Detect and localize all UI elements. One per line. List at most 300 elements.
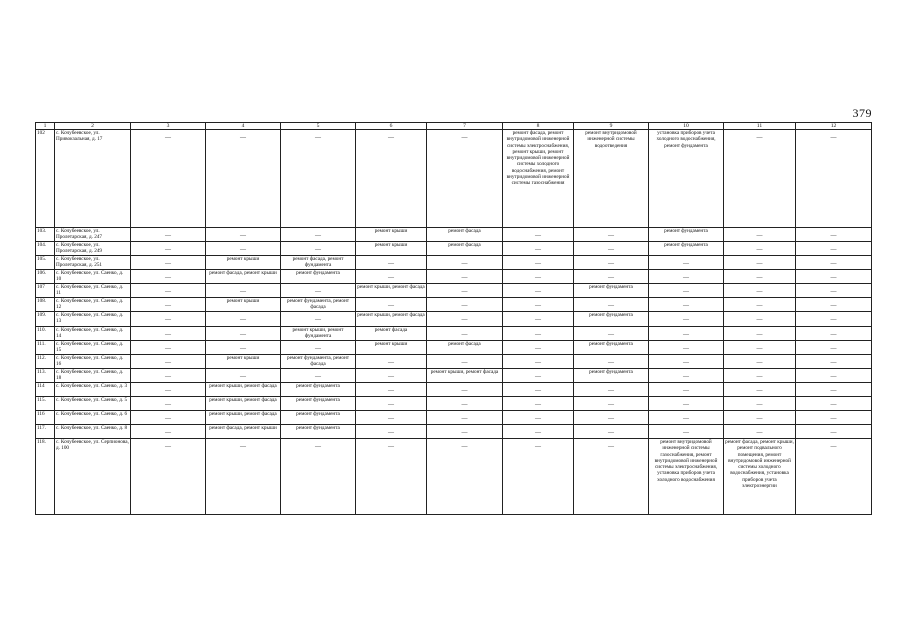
repair-work-cell: ремонт фундамента [574, 312, 649, 327]
dash-mark: — [165, 444, 171, 450]
row-number: 111. [36, 341, 55, 355]
dash-mark: — [535, 388, 541, 394]
dash-mark: — [165, 430, 171, 436]
dash-mark: — [830, 402, 837, 408]
table-row [36, 439, 872, 515]
empty-cell [281, 312, 356, 327]
empty-cell [724, 270, 796, 284]
empty-cell [281, 284, 356, 298]
dash-mark: — [535, 317, 541, 323]
dash-mark: — [756, 360, 763, 366]
row-number: 103. [36, 228, 55, 242]
dash-mark: — [240, 233, 246, 239]
empty-cell [356, 130, 427, 228]
dash-mark: — [608, 444, 614, 450]
table-row [36, 355, 872, 369]
dash-mark: — [461, 388, 468, 394]
dash-mark: — [535, 332, 541, 338]
address-cell: с. Кочубеевское, ул. Саенко, д. 10 [55, 270, 131, 284]
row-number: 110. [36, 327, 55, 341]
repair-work-cell: ремонт внутридомовой инженерной системы водоотведения [574, 130, 649, 228]
repair-work-cell: ремонт фундамента [281, 270, 356, 284]
dash-mark: — [315, 317, 321, 323]
empty-cell [574, 425, 649, 439]
dash-mark: — [461, 289, 468, 295]
table-row [36, 425, 872, 439]
dash-mark: — [461, 317, 468, 323]
dash-mark: — [608, 430, 614, 436]
empty-cell [649, 355, 724, 369]
empty-cell [724, 411, 796, 425]
table-row [36, 397, 872, 411]
dash-mark: — [240, 346, 246, 352]
empty-cell [649, 341, 724, 355]
dash-mark: — [608, 303, 614, 309]
empty-cell [131, 228, 206, 242]
empty-cell [574, 355, 649, 369]
address-cell: с. Кочубеевское, ул. Саенко, д. 3 [55, 383, 131, 397]
dash-mark: — [683, 416, 689, 422]
dash-mark: — [535, 303, 541, 309]
empty-cell [649, 256, 724, 270]
empty-cell [281, 341, 356, 355]
empty-cell [503, 242, 574, 256]
dash-mark: — [830, 388, 837, 394]
empty-cell [281, 242, 356, 256]
repair-work-cell: ремонт фасада, ремонт фундамента [281, 256, 356, 270]
column-header: 1 [36, 123, 55, 130]
empty-cell [206, 284, 281, 298]
dash-mark: — [830, 233, 837, 239]
dash-mark: — [461, 275, 468, 281]
empty-cell [503, 327, 574, 341]
dash-mark: — [535, 261, 541, 267]
empty-cell [206, 439, 281, 515]
dash-mark: — [165, 247, 171, 253]
repair-work-cell: ремонт фасада [427, 242, 503, 256]
empty-cell [356, 425, 427, 439]
table-row [36, 383, 872, 397]
empty-cell [206, 130, 281, 228]
table-row [36, 130, 872, 228]
dash-mark: — [683, 360, 689, 366]
row-number: 114 [36, 383, 55, 397]
dash-mark: — [756, 135, 763, 141]
dash-mark: — [756, 317, 763, 323]
dash-mark: — [461, 332, 468, 338]
empty-cell [796, 298, 872, 312]
dash-mark: — [535, 416, 541, 422]
repair-work-cell: ремонт крыши, ремонт фасада [356, 284, 427, 298]
empty-cell [356, 369, 427, 383]
repair-work-cell: ремонт фасада, ремонт крыши, ремонт подвального помещения, ремонт внутридомовой инженерной системы холодного водоснабжения, установка приборов учета электроэнергии [724, 439, 796, 515]
dash-mark: — [535, 444, 541, 450]
address-cell: с. Кочубеевское, ул. Саенко, д. 12 [55, 298, 131, 312]
column-header: 9 [574, 123, 649, 130]
empty-cell [206, 369, 281, 383]
column-header: 6 [356, 123, 427, 130]
dash-mark: — [683, 388, 689, 394]
address-cell: с. Кочубеевское, ул. Саенко, д. 16 [55, 355, 131, 369]
repair-work-cell: ремонт фундамента [649, 228, 724, 242]
repair-work-cell: ремонт фасада, ремонт крыши [206, 270, 281, 284]
dash-mark: — [315, 233, 321, 239]
column-header: 8 [503, 123, 574, 130]
empty-cell [503, 312, 574, 327]
empty-cell [649, 425, 724, 439]
empty-cell [131, 355, 206, 369]
dash-mark: — [461, 430, 468, 436]
dash-mark: — [830, 346, 837, 352]
dash-mark: — [240, 374, 246, 380]
repair-work-cell: ремонт фундамента [574, 284, 649, 298]
dash-mark: — [608, 233, 614, 239]
repair-work-cell: ремонт фундамента [574, 341, 649, 355]
empty-cell [724, 425, 796, 439]
dash-mark: — [165, 332, 171, 338]
dash-mark: — [830, 416, 837, 422]
empty-cell [206, 341, 281, 355]
dash-mark: — [165, 317, 171, 323]
dash-mark: — [683, 332, 689, 338]
empty-cell [724, 256, 796, 270]
dash-mark: — [165, 374, 171, 380]
empty-cell [724, 383, 796, 397]
repair-work-cell: ремонт фасада [427, 341, 503, 355]
dash-mark: — [240, 317, 246, 323]
empty-cell [574, 228, 649, 242]
dash-mark: — [756, 233, 763, 239]
row-number: 104. [36, 242, 55, 256]
dash-mark: — [830, 430, 837, 436]
dash-mark: — [461, 135, 468, 141]
empty-cell [796, 383, 872, 397]
empty-cell [427, 327, 503, 341]
empty-cell [427, 312, 503, 327]
empty-cell [131, 341, 206, 355]
column-header: 3 [131, 123, 206, 130]
repair-work-cell: ремонт крыши, ремонт фундамента [281, 327, 356, 341]
dash-mark: — [683, 430, 689, 436]
table-row [36, 369, 872, 383]
dash-mark: — [165, 402, 171, 408]
empty-cell [503, 355, 574, 369]
empty-cell [649, 369, 724, 383]
dash-mark: — [165, 289, 171, 295]
repair-work-cell: ремонт крыши [206, 256, 281, 270]
address-cell: с. Кочубеевское, ул. Саенко, д. 11 [55, 284, 131, 298]
empty-cell [356, 439, 427, 515]
dash-mark: — [756, 402, 763, 408]
empty-cell [503, 439, 574, 515]
dash-mark: — [535, 289, 541, 295]
empty-cell [796, 228, 872, 242]
empty-cell [503, 341, 574, 355]
dash-mark: — [830, 289, 837, 295]
empty-cell [427, 298, 503, 312]
empty-cell [131, 397, 206, 411]
empty-cell [131, 312, 206, 327]
dash-mark: — [165, 416, 171, 422]
empty-cell [356, 298, 427, 312]
dash-mark: — [683, 303, 689, 309]
empty-cell [206, 327, 281, 341]
dash-mark: — [240, 289, 246, 295]
dash-mark: — [461, 444, 468, 450]
dash-mark: — [388, 430, 394, 436]
dash-mark: — [830, 303, 837, 309]
empty-cell [356, 383, 427, 397]
dash-mark: — [756, 303, 763, 309]
dash-mark: — [315, 289, 321, 295]
empty-cell [649, 298, 724, 312]
column-header: 11 [724, 123, 796, 130]
empty-cell [281, 228, 356, 242]
empty-cell [131, 411, 206, 425]
empty-cell [724, 327, 796, 341]
row-number: 115. [36, 397, 55, 411]
dash-mark: — [535, 430, 541, 436]
empty-cell [131, 270, 206, 284]
dash-mark: — [388, 444, 394, 450]
dash-mark: — [388, 261, 394, 267]
dash-mark: — [830, 317, 837, 323]
address-cell: с. Кочубеевское, ул. Саенко, д. 5 [55, 397, 131, 411]
dash-mark: — [165, 233, 171, 239]
empty-cell [206, 312, 281, 327]
empty-cell [724, 130, 796, 228]
dash-mark: — [756, 430, 763, 436]
dash-mark: — [315, 247, 321, 253]
empty-cell [356, 397, 427, 411]
dash-mark: — [535, 275, 541, 281]
dash-mark: — [608, 416, 614, 422]
dash-mark: — [830, 374, 837, 380]
table-row [36, 341, 872, 355]
row-number: 112. [36, 355, 55, 369]
repair-work-cell: ремонт крыши, ремонт фасада [206, 397, 281, 411]
dash-mark: — [240, 135, 246, 141]
table-body [36, 130, 872, 515]
dash-mark: — [608, 388, 614, 394]
dash-mark: — [388, 303, 394, 309]
empty-cell [724, 341, 796, 355]
address-cell: с. Кочубеевское, ул. Саенко, д. 13 [55, 312, 131, 327]
empty-cell [131, 425, 206, 439]
empty-cell [796, 256, 872, 270]
empty-cell [131, 383, 206, 397]
table-row [36, 256, 872, 270]
empty-cell [503, 383, 574, 397]
empty-cell [356, 355, 427, 369]
repair-work-cell: ремонт крыши, ремонт фасада [206, 383, 281, 397]
address-cell: с. Кочубеевское, ул. Саенко, д. 6 [55, 411, 131, 425]
column-header: 7 [427, 123, 503, 130]
empty-cell [503, 425, 574, 439]
empty-cell [131, 439, 206, 515]
dash-mark: — [683, 346, 689, 352]
dash-mark: — [165, 261, 171, 267]
empty-cell [281, 439, 356, 515]
dash-mark: — [830, 444, 837, 450]
dash-mark: — [608, 247, 614, 253]
row-number: 102 [36, 130, 55, 228]
empty-cell [574, 411, 649, 425]
empty-cell [503, 256, 574, 270]
dash-mark: — [756, 332, 763, 338]
repair-work-cell: ремонт крыши [356, 341, 427, 355]
dash-mark: — [683, 261, 689, 267]
repair-work-cell: ремонт фундамента, ремонт фасада [281, 355, 356, 369]
empty-cell [427, 383, 503, 397]
repair-work-cell: ремонт фундамента [281, 383, 356, 397]
repair-work-cell: ремонт фундамента [281, 397, 356, 411]
empty-cell [574, 298, 649, 312]
table-row [36, 411, 872, 425]
dash-mark: — [608, 360, 614, 366]
empty-cell [724, 298, 796, 312]
empty-cell [131, 298, 206, 312]
empty-cell [796, 355, 872, 369]
row-number: 108. [36, 298, 55, 312]
table-row [36, 270, 872, 284]
empty-cell [724, 312, 796, 327]
empty-cell [796, 284, 872, 298]
empty-cell [131, 256, 206, 270]
dash-mark: — [315, 135, 321, 141]
repair-work-cell: ремонт крыши, ремонт фасада [427, 369, 503, 383]
row-number: 105. [36, 256, 55, 270]
dash-mark: — [388, 402, 394, 408]
empty-cell [724, 228, 796, 242]
dash-mark: — [535, 360, 541, 366]
empty-cell [724, 242, 796, 256]
dash-mark: — [683, 374, 689, 380]
dash-mark: — [165, 135, 171, 141]
empty-cell [796, 411, 872, 425]
repair-work-cell: установка приборов учета холодного водоснабжения, ремонт фундамента [649, 130, 724, 228]
empty-cell [796, 439, 872, 515]
dash-mark: — [830, 247, 837, 253]
repair-work-cell: ремонт крыши [356, 228, 427, 242]
empty-cell [427, 425, 503, 439]
empty-cell [574, 397, 649, 411]
dash-mark: — [535, 402, 541, 408]
empty-cell [427, 130, 503, 228]
empty-cell [503, 298, 574, 312]
table-row [36, 298, 872, 312]
empty-cell [796, 327, 872, 341]
empty-cell [796, 312, 872, 327]
dash-mark: — [165, 275, 171, 281]
empty-cell [796, 425, 872, 439]
repair-work-cell: ремонт фундамента [281, 411, 356, 425]
dash-mark: — [683, 289, 689, 295]
empty-cell [503, 270, 574, 284]
dash-mark: — [756, 374, 763, 380]
dash-mark: — [165, 303, 171, 309]
dash-mark: — [388, 275, 394, 281]
dash-mark: — [461, 303, 468, 309]
empty-cell [649, 327, 724, 341]
column-header: 10 [649, 123, 724, 130]
dash-mark: — [461, 402, 468, 408]
repair-work-cell: ремонт крыши [356, 242, 427, 256]
dash-mark: — [388, 135, 394, 141]
repair-work-cell: ремонт фасада, ремонт крыши [206, 425, 281, 439]
empty-cell [649, 397, 724, 411]
empty-cell [503, 397, 574, 411]
dash-mark: — [830, 275, 837, 281]
repair-work-cell: ремонт фасада [356, 327, 427, 341]
dash-mark: — [535, 346, 541, 352]
empty-cell [796, 341, 872, 355]
empty-cell [574, 256, 649, 270]
dash-mark: — [608, 275, 614, 281]
row-number: 107 [36, 284, 55, 298]
dash-mark: — [608, 332, 614, 338]
repair-work-cell: ремонт крыши [206, 298, 281, 312]
table-row [36, 327, 872, 341]
empty-cell [281, 369, 356, 383]
repair-work-cell: ремонт крыши, ремонт фасада [356, 312, 427, 327]
empty-cell [356, 411, 427, 425]
column-header: 2 [55, 123, 131, 130]
empty-cell [206, 228, 281, 242]
dash-mark: — [756, 289, 763, 295]
dash-mark: — [683, 317, 689, 323]
dash-mark: — [315, 444, 321, 450]
dash-mark: — [756, 275, 763, 281]
empty-cell [796, 369, 872, 383]
page-number: 379 [852, 106, 872, 120]
dash-mark: — [830, 332, 837, 338]
row-number: 116 [36, 411, 55, 425]
empty-cell [503, 369, 574, 383]
dash-mark: — [240, 247, 246, 253]
address-cell: с. Кочубеевское, ул. Пролетарская, д. 247 [55, 228, 131, 242]
empty-cell [427, 439, 503, 515]
column-header: 5 [281, 123, 356, 130]
repair-work-cell: ремонт фундамента, ремонт фасада [281, 298, 356, 312]
header-row [36, 123, 872, 130]
column-header: 12 [796, 123, 872, 130]
dash-mark: — [461, 360, 468, 366]
dash-mark: — [240, 332, 246, 338]
address-cell: с. Кочубеевское, ул. Привокзальная, д. 17 [55, 130, 131, 228]
dash-mark: — [315, 346, 321, 352]
empty-cell [649, 383, 724, 397]
empty-cell [796, 397, 872, 411]
empty-cell [649, 411, 724, 425]
empty-cell [724, 284, 796, 298]
dash-mark: — [240, 444, 246, 450]
dash-mark: — [756, 416, 763, 422]
table-row [36, 228, 872, 242]
dash-mark: — [165, 346, 171, 352]
dash-mark: — [461, 416, 468, 422]
empty-cell [427, 270, 503, 284]
row-number: 118. [36, 439, 55, 515]
row-number: 117. [36, 425, 55, 439]
empty-cell [131, 242, 206, 256]
repair-work-cell: ремонт внутридомовой инженерной системы газоснабжения, ремонт внутридомовой инженерной системы электроснабжения, установка приборов учета холодного водоснабжения [649, 439, 724, 515]
repair-work-cell: ремонт фундамента [649, 242, 724, 256]
empty-cell [356, 256, 427, 270]
empty-cell [206, 242, 281, 256]
empty-cell [796, 270, 872, 284]
repair-work-cell: ремонт крыши, ремонт фасада [206, 411, 281, 425]
